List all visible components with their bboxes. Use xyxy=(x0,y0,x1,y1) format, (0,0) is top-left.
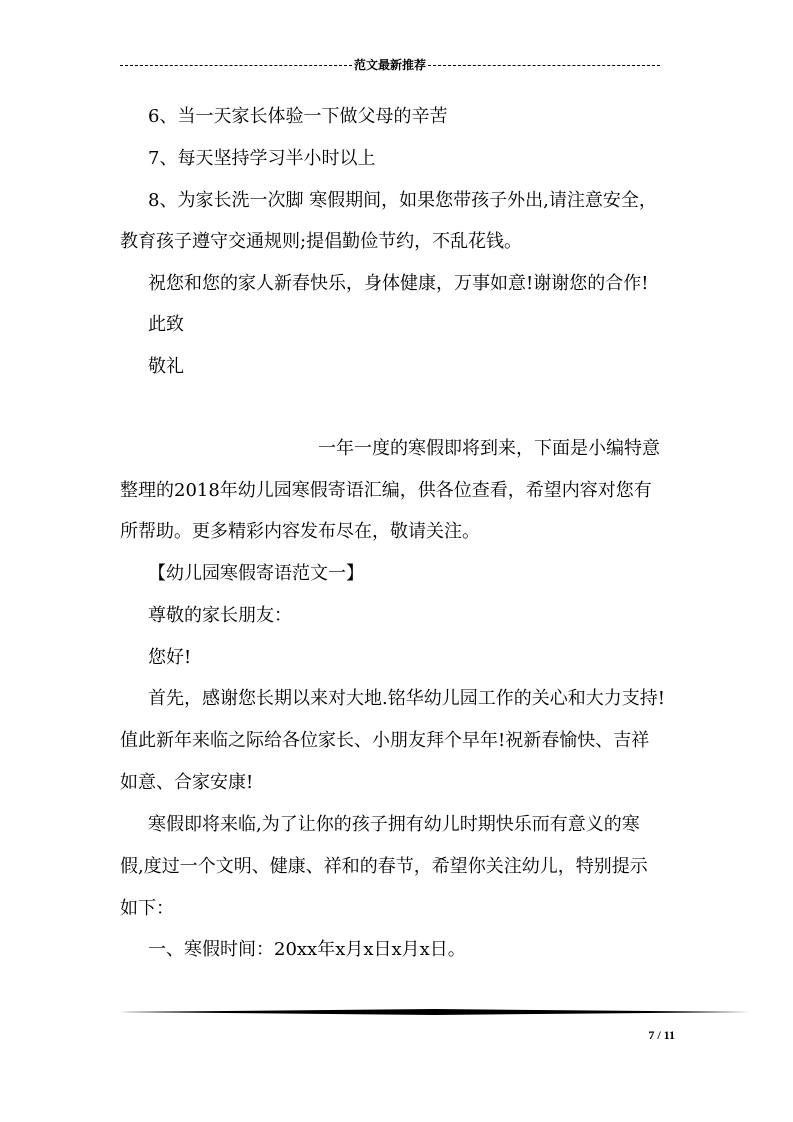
intro-line: 所帮助。更多精彩内容发布尽在，敬请关注。 xyxy=(120,521,480,542)
header-dash-right xyxy=(428,65,660,66)
greeting: 您好! xyxy=(148,647,192,668)
body-line: 教育孩子遵守交通规则;提倡勤俭节约，不乱花钱。 xyxy=(120,231,523,252)
body-line: 寒假即将来临,为了让你的孩子拥有幼儿时期快乐而有意义的寒 xyxy=(148,814,640,835)
header-title: 范文最新推荐 xyxy=(354,58,427,72)
page-number: 7 / 11 xyxy=(648,1028,675,1042)
footer-rule xyxy=(120,1009,750,1015)
page-header xyxy=(120,57,660,73)
body-line: 值此新年来临之际给各位家长、小朋友拜个早年!祝新春愉快、吉祥 xyxy=(120,730,650,751)
salutation: 尊敬的家长朋友： xyxy=(148,605,292,626)
section-heading: 【幼儿园寒假寄语范文一】 xyxy=(148,563,364,584)
closing-line: 此致 xyxy=(148,314,184,335)
body-line: 祝您和您的家人新春快乐，身体健康，万事如意!谢谢您的合作! xyxy=(148,273,649,294)
body-line: 8、为家长洗一次脚 寒假期间，如果您带孩子外出,请注意安全， xyxy=(148,190,657,211)
closing-line: 敬礼 xyxy=(148,356,184,377)
body-line: 如下： xyxy=(120,898,174,919)
body-line: 如意、合家安康! xyxy=(120,772,254,793)
body-line: 6、当一天家长体验一下做父母的辛苦 xyxy=(148,106,448,127)
body-line: 一、寒假时间：20xx年x月x日x月x日。 xyxy=(148,939,466,960)
body-line: 假,度过一个文明、健康、祥和的春节，希望你关注幼儿，特别提示 xyxy=(120,856,648,877)
intro-line: 一年一度的寒假即将到来，下面是小编特意 xyxy=(318,438,660,459)
header-dash-left xyxy=(120,65,352,66)
body-line: 首先，感谢您长期以来对大地.铭华幼儿园工作的关心和大力支持! xyxy=(148,688,665,709)
body-line: 7、每天坚持学习半小时以上 xyxy=(148,148,376,169)
intro-line: 整理的2018年幼儿园寒假寄语汇编，供各位查看，希望内容对您有 xyxy=(120,480,652,501)
